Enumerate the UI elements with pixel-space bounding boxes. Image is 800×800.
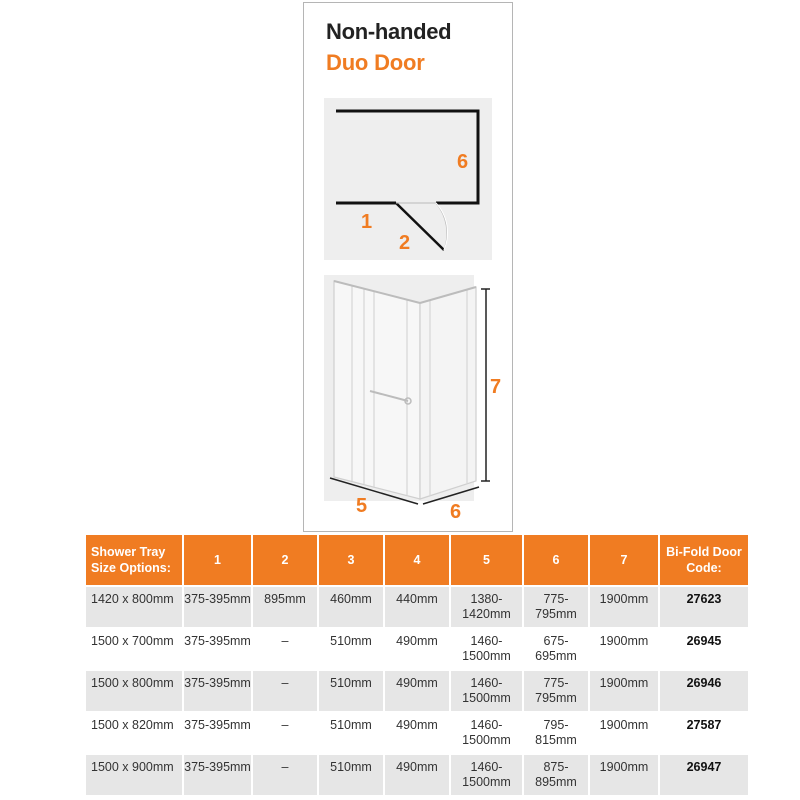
table-row [85, 586, 749, 628]
dim-1-cell: 375-395mm [183, 754, 252, 796]
card-title: Non-handed [326, 19, 452, 44]
dim-4-cell: 490mm [384, 670, 450, 712]
table-row [85, 628, 749, 670]
door-code-cell: 26946 [659, 670, 749, 712]
dim-6-cell: 775-795mm [523, 586, 589, 628]
table-row [85, 670, 749, 712]
plan-label-6: 6 [457, 151, 469, 173]
tray-size-cell: 1500 x 820mm [85, 712, 183, 754]
header-col-7: 7 [589, 534, 659, 586]
dim-3-cell: 510mm [318, 712, 384, 754]
header-col-6: 6 [523, 534, 589, 586]
table-row [85, 712, 749, 754]
dim-6-cell: 775-795mm [523, 670, 589, 712]
dim-6-cell: 795-815mm [523, 712, 589, 754]
product-card [303, 2, 513, 532]
header-door-code: Bi-Fold Door Code: [659, 534, 749, 586]
tray-size-cell: 1500 x 900mm [85, 754, 183, 796]
dim-2-cell: – [252, 712, 318, 754]
table-row [85, 754, 749, 796]
door-code-cell: 26947 [659, 754, 749, 796]
dim-5-cell: 1380-1420mm [450, 586, 523, 628]
elevation-label-6: 6 [450, 501, 462, 523]
dim-3-cell: 510mm [318, 628, 384, 670]
dim-5-cell: 1460-1500mm [450, 628, 523, 670]
dim-3-cell: 510mm [318, 670, 384, 712]
size-options-table [84, 533, 750, 797]
dim-7-cell: 1900mm [589, 670, 659, 712]
header-col-2: 2 [252, 534, 318, 586]
dim-4-cell: 440mm [384, 586, 450, 628]
dim-2-cell: – [252, 754, 318, 796]
door-code-cell: 26945 [659, 628, 749, 670]
dim-2-cell: – [252, 628, 318, 670]
dim-5-cell: 1460-1500mm [450, 712, 523, 754]
dim-1-cell: 375-395mm [183, 712, 252, 754]
dim-1-cell: 375-395mm [183, 628, 252, 670]
dim-4-cell: 490mm [384, 712, 450, 754]
dim-3-cell: 460mm [318, 586, 384, 628]
dim-2-cell: 895mm [252, 586, 318, 628]
dim-7-cell: 1900mm [589, 586, 659, 628]
header-tray-size: Shower Tray Size Options: [85, 534, 183, 586]
dim-7-cell: 1900mm [589, 754, 659, 796]
tray-size-cell: 1500 x 700mm [85, 628, 183, 670]
dim-7-cell: 1900mm [589, 712, 659, 754]
elevation-label-5: 5 [356, 495, 368, 517]
dim-7-cell: 1900mm [589, 628, 659, 670]
door-code-cell: 27587 [659, 712, 749, 754]
header-col-4: 4 [384, 534, 450, 586]
dim-4-cell: 490mm [384, 628, 450, 670]
dim-6-cell: 675-695mm [523, 628, 589, 670]
elevation-label-7: 7 [490, 376, 502, 398]
tray-size-cell: 1420 x 800mm [85, 586, 183, 628]
header-col-3: 3 [318, 534, 384, 586]
side-panel [420, 287, 476, 499]
card-subtitle: Duo Door [326, 50, 425, 75]
door-code-cell: 27623 [659, 586, 749, 628]
dim-1-cell: 375-395mm [183, 670, 252, 712]
dim-5-cell: 1460-1500mm [450, 754, 523, 796]
plan-label-1: 1 [361, 211, 373, 233]
dim-4-cell: 490mm [384, 754, 450, 796]
enclosure-diagrams [304, 3, 514, 533]
dim-1-cell: 375-395mm [183, 586, 252, 628]
dim-3-cell: 510mm [318, 754, 384, 796]
dim-6-cell: 875-895mm [523, 754, 589, 796]
tray-size-cell: 1500 x 800mm [85, 670, 183, 712]
plan-label-2: 2 [399, 232, 411, 254]
dim-2-cell: – [252, 670, 318, 712]
dim-5-cell: 1460-1500mm [450, 670, 523, 712]
header-col-1: 1 [183, 534, 252, 586]
header-col-5: 5 [450, 534, 523, 586]
table-header-row [85, 534, 749, 586]
